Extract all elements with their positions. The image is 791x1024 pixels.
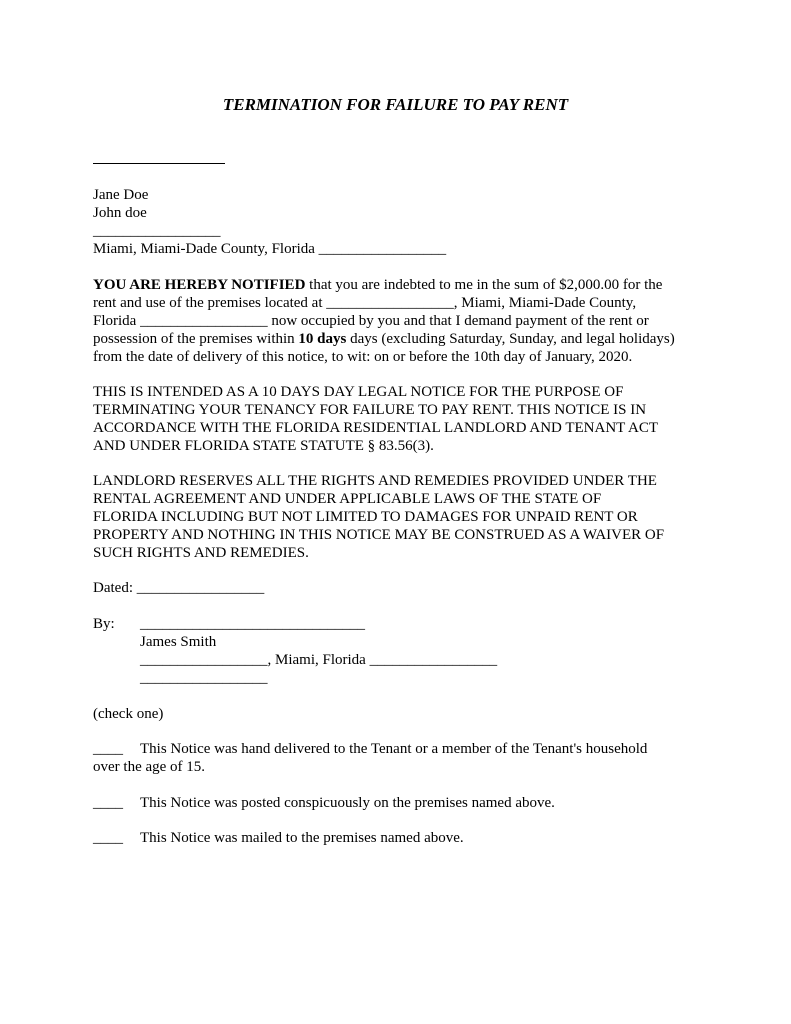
top-rule [93, 163, 225, 164]
by-label: By: [93, 616, 115, 632]
option-hand-delivered-line-2: over the age of 15. [93, 759, 206, 775]
notice-days-bold: 10 days [298, 331, 347, 347]
legal-notice-line: TERMINATING YOUR TENANCY FOR FAILURE TO PAY RENT. THIS NOTICE IS IN [93, 402, 647, 418]
check-blank-hand[interactable]: ____ [93, 741, 123, 757]
check-blank-mailed[interactable]: ____ [93, 830, 123, 846]
document-title: TERMINATION FOR FAILURE TO PAY RENT [222, 95, 569, 114]
notice-line-4-a: possession of the premises within [93, 331, 299, 347]
legal-notice-line: ACCORDANCE WITH THE FLORIDA RESIDENTIAL LANDLORD AND TENANT ACT [93, 420, 658, 436]
notice-line-5: from the date of delivery of this notice, to wit: on or before the 10th day of January, 2020. [93, 349, 633, 365]
option-mailed: This Notice was mailed to the premises named above. [140, 830, 464, 846]
reservation-line: LANDLORD RESERVES ALL THE RIGHTS AND REMEDIES PROVIDED UNDER THE [93, 473, 657, 489]
signer-name: James Smith [140, 634, 217, 650]
notice-bold-lead: YOU ARE HEREBY NOTIFIED [93, 277, 306, 293]
option-posted: This Notice was posted conspicuously on the premises named above. [140, 795, 555, 811]
notice-line-2: rent and use of the premises located at _________________, Miami, Miami-Dade County, [93, 295, 637, 311]
dated-line: Dated: _________________ [93, 580, 265, 596]
check-blank-posted[interactable]: ____ [93, 795, 123, 811]
reservation-line: PROPERTY AND NOTHING IN THIS NOTICE MAY BE CONSTRUED AS A WAIVER OF [93, 527, 665, 543]
signer-address: _________________, Miami, Florida _________________ [140, 652, 498, 668]
reservation-line: FLORIDA INCLUDING BUT NOT LIMITED TO DAMAGES FOR UNPAID RENT OR [93, 509, 638, 525]
notice-line-4 [93, 330, 703, 348]
tenant-name-2: John doe [93, 205, 147, 221]
notice-line-4-b: days (excluding Saturday, Sunday, and legal holidays) [346, 331, 675, 347]
notice-line-1-rest: that you are indebted to me in the sum of $2,000.00 for the [305, 277, 663, 293]
legal-notice-line: AND UNDER FLORIDA STATE STATUTE § 83.56(3). [93, 438, 434, 454]
legal-notice-line: THIS IS INTENDED AS A 10 DAYS DAY LEGAL NOTICE FOR THE PURPOSE OF [93, 384, 624, 400]
reservation-line: RENTAL AGREEMENT AND UNDER APPLICABLE LAWS OF THE STATE OF [93, 491, 602, 507]
tenant-address-blank: _________________ [93, 223, 221, 239]
signature-line: ______________________________ [140, 616, 365, 632]
reservation-line: SUCH RIGHTS AND REMEDIES. [93, 545, 309, 561]
notice-line-3: Florida _________________ now occupied by you and that I demand payment of the rent or [93, 313, 649, 329]
signer-extra-line: _________________ [140, 670, 268, 686]
notice-line-1 [93, 276, 703, 294]
option-hand-delivered-line-1: This Notice was hand delivered to the Tenant or a member of the Tenant's household [140, 741, 648, 757]
check-one-label: (check one) [93, 706, 164, 722]
tenant-name-1: Jane Doe [93, 187, 149, 203]
tenant-location: Miami, Miami-Dade County, Florida _________________ [93, 241, 447, 257]
